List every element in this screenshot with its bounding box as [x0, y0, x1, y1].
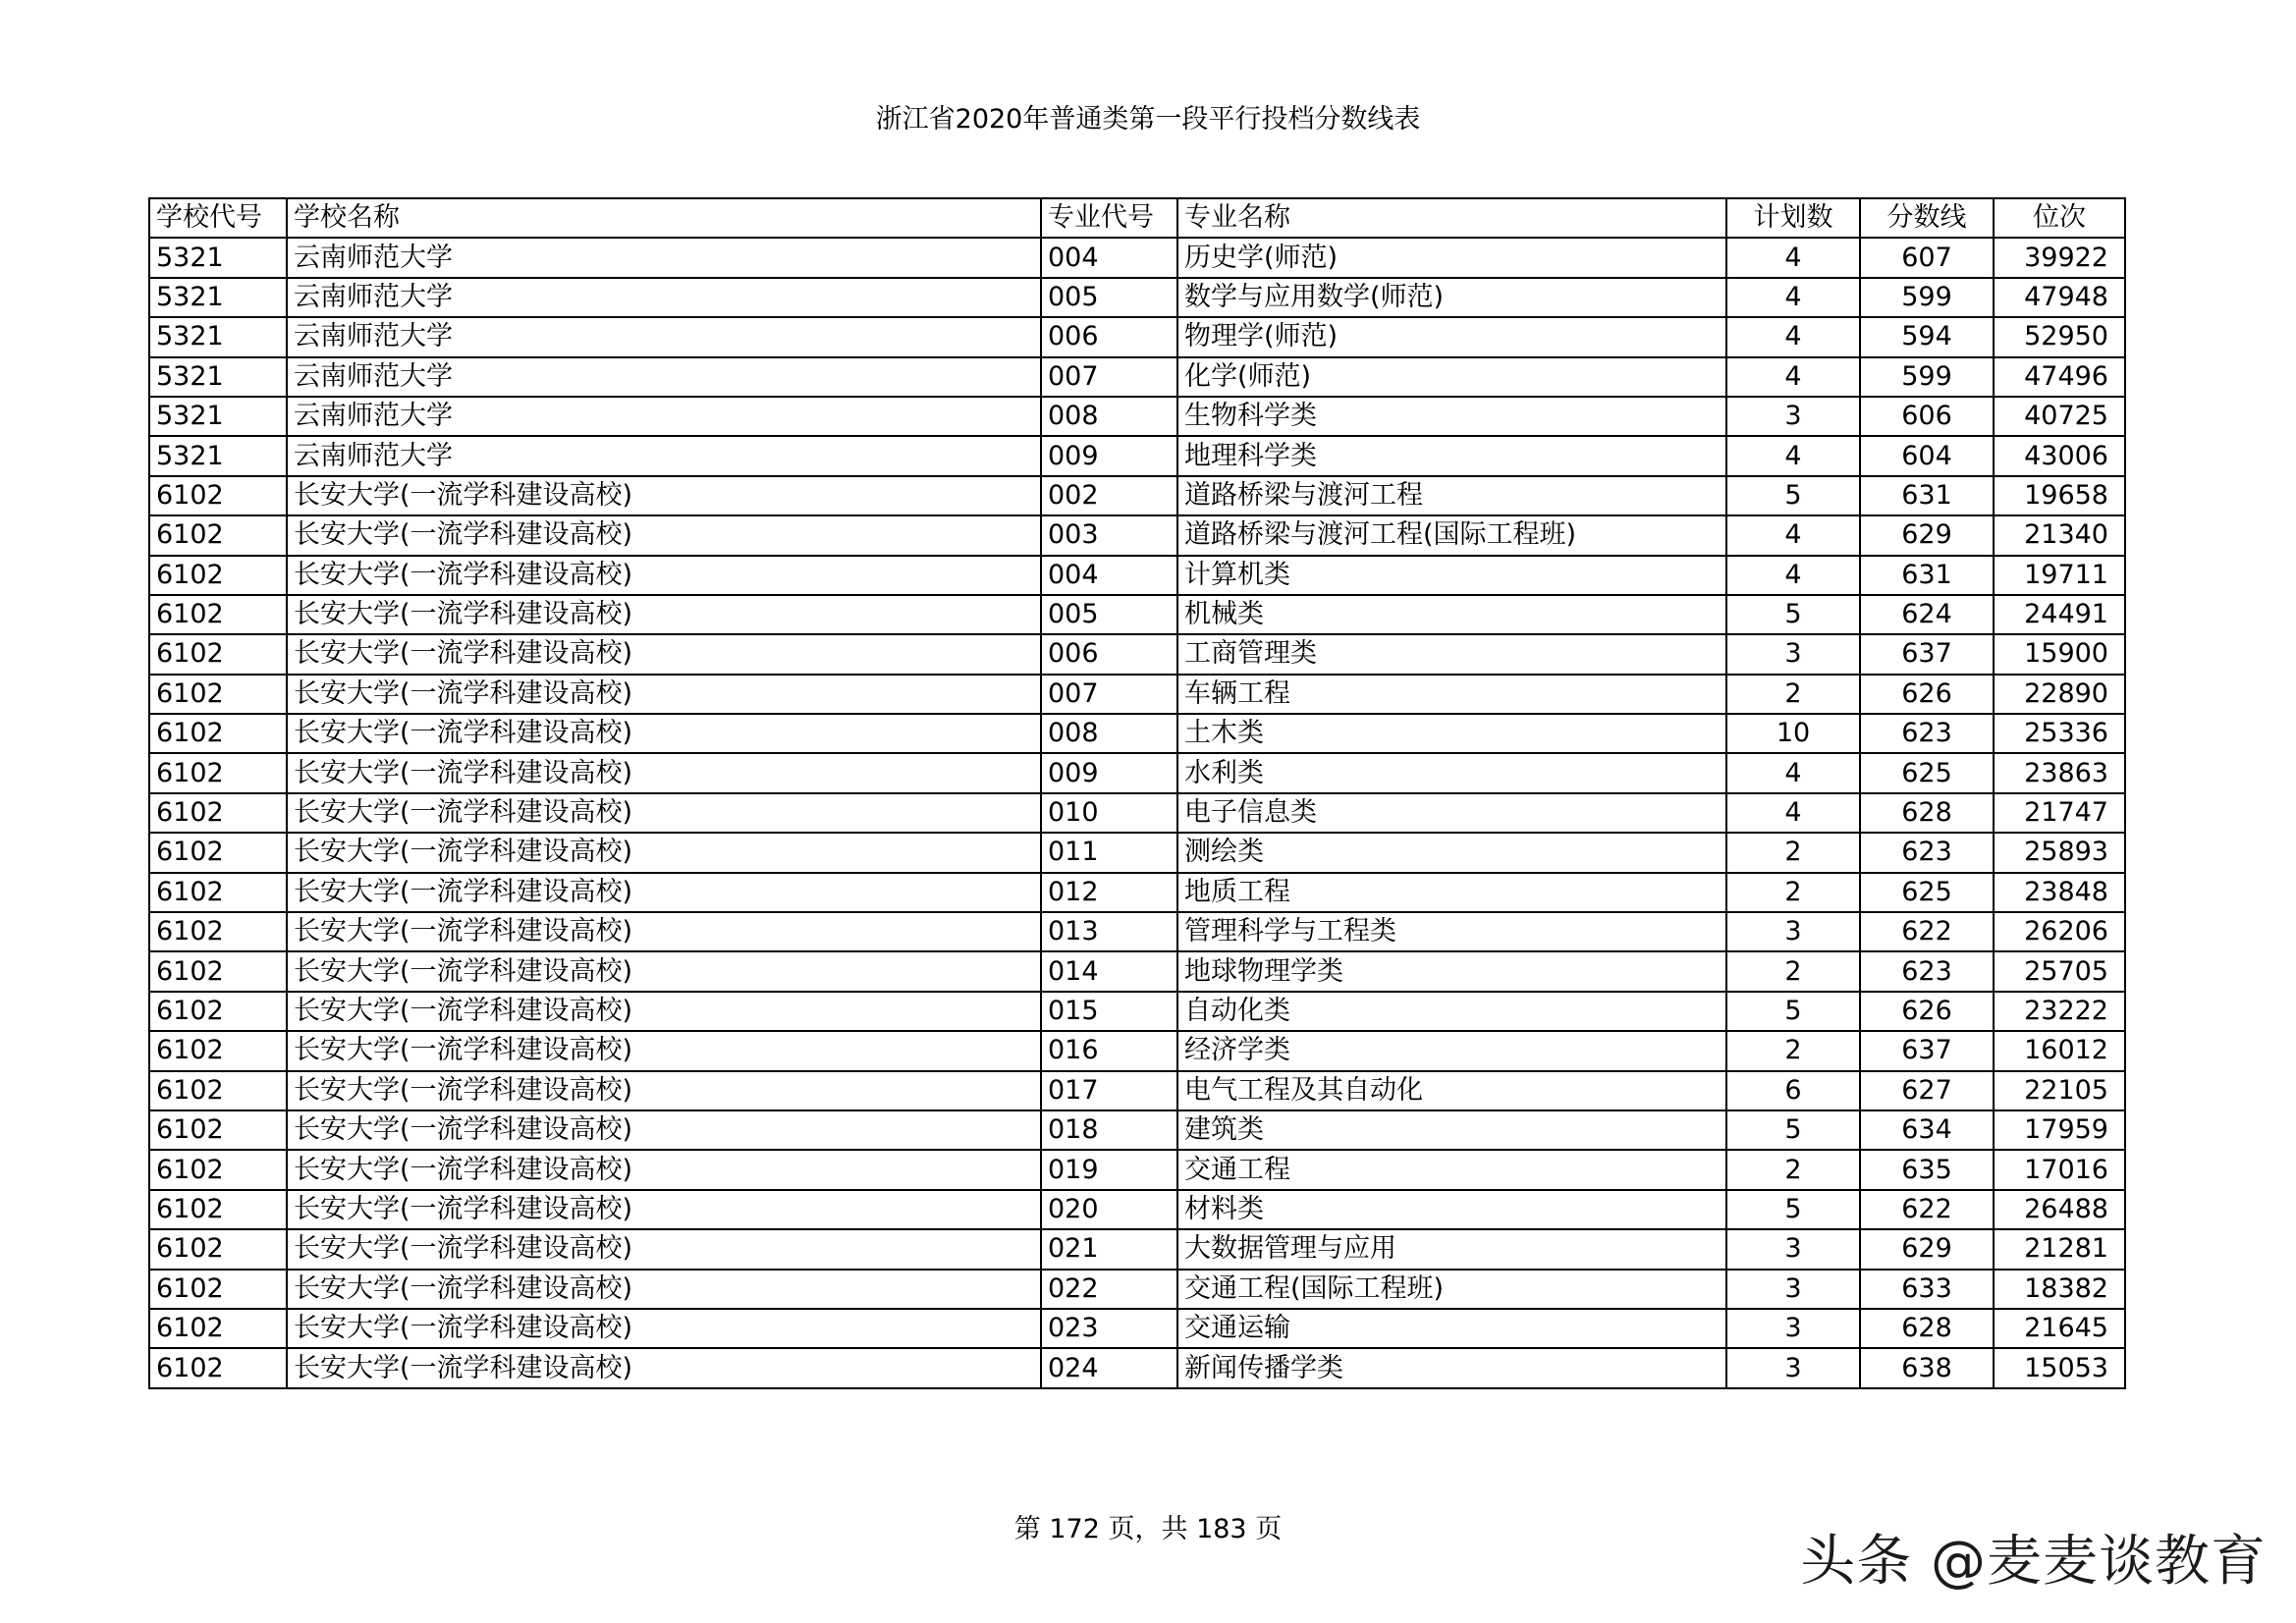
- cell-school-code: 5321: [149, 357, 287, 397]
- cell-score: 637: [1860, 1031, 1994, 1070]
- cell-plan: 3: [1726, 397, 1860, 436]
- cell-school-code: 6102: [149, 1031, 287, 1070]
- table-row: [149, 873, 2125, 912]
- cell-rank: 25893: [1994, 833, 2125, 872]
- cell-score: 623: [1860, 714, 1994, 753]
- cell-major-code: 018: [1041, 1110, 1177, 1150]
- cell-school-name: 长安大学(一流学科建设高校): [287, 1309, 1041, 1348]
- cell-major-name: 经济学类: [1177, 1031, 1726, 1070]
- cell-major-name: 生物科学类: [1177, 397, 1726, 436]
- cell-school-code: 6102: [149, 1309, 287, 1348]
- cell-major-name: 大数据管理与应用: [1177, 1229, 1726, 1269]
- cell-school-code: 6102: [149, 951, 287, 991]
- cell-rank: 40725: [1994, 397, 2125, 436]
- cell-score: 629: [1860, 1229, 1994, 1269]
- cell-rank: 21281: [1994, 1229, 2125, 1269]
- cell-major-name: 物理学(师范): [1177, 317, 1726, 356]
- cell-major-name: 水利类: [1177, 753, 1726, 792]
- cell-school-name: 长安大学(一流学科建设高校): [287, 675, 1041, 714]
- cell-plan: 5: [1726, 595, 1860, 634]
- cell-school-code: 6102: [149, 873, 287, 912]
- table-row: [149, 714, 2125, 753]
- cell-school-name: 长安大学(一流学科建设高校): [287, 1270, 1041, 1309]
- table-row: [149, 912, 2125, 951]
- cell-plan: 4: [1726, 556, 1860, 595]
- cell-rank: 25705: [1994, 951, 2125, 991]
- cell-school-code: 5321: [149, 397, 287, 436]
- cell-major-code: 002: [1041, 476, 1177, 515]
- cell-plan: 4: [1726, 238, 1860, 277]
- cell-rank: 18382: [1994, 1270, 2125, 1309]
- cell-plan: 3: [1726, 912, 1860, 951]
- cell-school-name: 长安大学(一流学科建设高校): [287, 873, 1041, 912]
- table-row: [149, 1190, 2125, 1229]
- cell-school-name: 长安大学(一流学科建设高校): [287, 1031, 1041, 1070]
- cell-rank: 17016: [1994, 1150, 2125, 1189]
- cell-school-code: 6102: [149, 675, 287, 714]
- header-major-name: 专业名称: [1177, 198, 1726, 238]
- cell-major-name: 测绘类: [1177, 833, 1726, 872]
- cell-major-name: 道路桥梁与渡河工程: [1177, 476, 1726, 515]
- cell-plan: 4: [1726, 278, 1860, 317]
- cell-major-code: 006: [1041, 634, 1177, 674]
- cell-major-name: 历史学(师范): [1177, 238, 1726, 277]
- cell-rank: 21645: [1994, 1309, 2125, 1348]
- cell-major-name: 交通工程(国际工程班): [1177, 1270, 1726, 1309]
- cell-major-code: 009: [1041, 753, 1177, 792]
- cell-major-code: 006: [1041, 317, 1177, 356]
- table-row: [149, 1309, 2125, 1348]
- cell-school-code: 6102: [149, 1150, 287, 1189]
- cell-plan: 2: [1726, 833, 1860, 872]
- cell-school-code: 6102: [149, 1110, 287, 1150]
- cell-school-code: 5321: [149, 436, 287, 475]
- cell-school-name: 长安大学(一流学科建设高校): [287, 1071, 1041, 1110]
- cell-score: 622: [1860, 1190, 1994, 1229]
- cell-score: 607: [1860, 238, 1994, 277]
- cell-major-code: 008: [1041, 397, 1177, 436]
- cell-major-code: 010: [1041, 793, 1177, 833]
- cell-major-name: 工商管理类: [1177, 634, 1726, 674]
- cell-plan: 4: [1726, 793, 1860, 833]
- page-number: 第 172 页，共 183 页: [1013, 1514, 1283, 1544]
- cell-score: 628: [1860, 1309, 1994, 1348]
- cell-major-code: 008: [1041, 714, 1177, 753]
- cell-rank: 47948: [1994, 278, 2125, 317]
- cell-score: 627: [1860, 1071, 1994, 1110]
- cell-school-name: 云南师范大学: [287, 357, 1041, 397]
- cell-major-code: 007: [1041, 675, 1177, 714]
- cell-school-code: 6102: [149, 634, 287, 674]
- cell-school-code: 6102: [149, 556, 287, 595]
- cell-school-name: 长安大学(一流学科建设高校): [287, 793, 1041, 833]
- table-row: [149, 1110, 2125, 1150]
- cell-school-name: 长安大学(一流学科建设高校): [287, 1229, 1041, 1269]
- table-row: [149, 515, 2125, 555]
- cell-school-code: 6102: [149, 714, 287, 753]
- cell-school-name: 长安大学(一流学科建设高校): [287, 1110, 1041, 1150]
- header-major-code: 专业代号: [1041, 198, 1177, 238]
- cell-rank: 22105: [1994, 1071, 2125, 1110]
- cell-school-name: 云南师范大学: [287, 397, 1041, 436]
- header-rank: 位次: [1994, 198, 2125, 238]
- table-row: [149, 357, 2125, 397]
- header-school-name: 学校名称: [287, 198, 1041, 238]
- cell-rank: 21747: [1994, 793, 2125, 833]
- cell-major-code: 005: [1041, 278, 1177, 317]
- cell-plan: 4: [1726, 753, 1860, 792]
- cell-school-name: 长安大学(一流学科建设高校): [287, 595, 1041, 634]
- table-row: [149, 793, 2125, 833]
- cell-major-name: 化学(师范): [1177, 357, 1726, 397]
- table-header-row: [149, 198, 2125, 238]
- header-plan: 计划数: [1726, 198, 1860, 238]
- cell-major-code: 004: [1041, 556, 1177, 595]
- table-row: [149, 1348, 2125, 1387]
- cell-major-name: 车辆工程: [1177, 675, 1726, 714]
- cell-major-code: 004: [1041, 238, 1177, 277]
- cell-rank: 39922: [1994, 238, 2125, 277]
- cell-school-name: 长安大学(一流学科建设高校): [287, 556, 1041, 595]
- table-row: [149, 833, 2125, 872]
- header-school-code: 学校代号: [149, 198, 287, 238]
- cell-plan: 2: [1726, 675, 1860, 714]
- cell-major-code: 013: [1041, 912, 1177, 951]
- cell-score: 631: [1860, 556, 1994, 595]
- cell-school-name: 云南师范大学: [287, 278, 1041, 317]
- cell-major-code: 009: [1041, 436, 1177, 475]
- cell-plan: 3: [1726, 1348, 1860, 1387]
- cell-major-name: 地理科学类: [1177, 436, 1726, 475]
- cell-school-code: 6102: [149, 793, 287, 833]
- page-title: 浙江省2020年普通类第一段平行投档分数线表: [875, 104, 1421, 135]
- cell-score: 626: [1860, 992, 1994, 1031]
- cell-school-name: 长安大学(一流学科建设高校): [287, 515, 1041, 555]
- cell-major-name: 材料类: [1177, 1190, 1726, 1229]
- cell-school-name: 云南师范大学: [287, 317, 1041, 356]
- cell-score: 629: [1860, 515, 1994, 555]
- table-row: [149, 1270, 2125, 1309]
- cell-school-name: 长安大学(一流学科建设高校): [287, 1348, 1041, 1387]
- cell-rank: 23863: [1994, 753, 2125, 792]
- cell-score: 625: [1860, 753, 1994, 792]
- table-row: [149, 675, 2125, 714]
- cell-score: 628: [1860, 793, 1994, 833]
- table-row: [149, 595, 2125, 634]
- cell-school-code: 6102: [149, 833, 287, 872]
- cell-plan: 3: [1726, 1229, 1860, 1269]
- cell-plan: 6: [1726, 1071, 1860, 1110]
- cell-school-name: 云南师范大学: [287, 238, 1041, 277]
- cell-school-code: 6102: [149, 992, 287, 1031]
- cell-school-code: 6102: [149, 515, 287, 555]
- table-row: [149, 1071, 2125, 1110]
- cell-major-name: 地质工程: [1177, 873, 1726, 912]
- cell-major-name: 交通运输: [1177, 1309, 1726, 1348]
- cell-school-code: 5321: [149, 317, 287, 356]
- cell-school-code: 6102: [149, 1071, 287, 1110]
- cell-school-name: 长安大学(一流学科建设高校): [287, 912, 1041, 951]
- cell-plan: 4: [1726, 515, 1860, 555]
- cell-major-name: 管理科学与工程类: [1177, 912, 1726, 951]
- table-row: [149, 397, 2125, 436]
- cell-score: 623: [1860, 951, 1994, 991]
- cell-rank: 17959: [1994, 1110, 2125, 1150]
- cell-major-code: 015: [1041, 992, 1177, 1031]
- cell-major-code: 011: [1041, 833, 1177, 872]
- cell-school-code: 6102: [149, 912, 287, 951]
- cell-rank: 23222: [1994, 992, 2125, 1031]
- cell-school-name: 长安大学(一流学科建设高校): [287, 476, 1041, 515]
- table-row: [149, 753, 2125, 792]
- cell-plan: 3: [1726, 634, 1860, 674]
- cell-score: 599: [1860, 278, 1994, 317]
- cell-major-code: 007: [1041, 357, 1177, 397]
- cell-plan: 5: [1726, 476, 1860, 515]
- header-score: 分数线: [1860, 198, 1994, 238]
- cell-score: 606: [1860, 397, 1994, 436]
- cell-plan: 10: [1726, 714, 1860, 753]
- table-row: [149, 278, 2125, 317]
- cell-major-name: 机械类: [1177, 595, 1726, 634]
- cell-rank: 26488: [1994, 1190, 2125, 1229]
- cell-score: 634: [1860, 1110, 1994, 1150]
- cell-school-code: 5321: [149, 238, 287, 277]
- cell-school-name: 长安大学(一流学科建设高校): [287, 1150, 1041, 1189]
- cell-school-name: 长安大学(一流学科建设高校): [287, 714, 1041, 753]
- cell-school-code: 6102: [149, 595, 287, 634]
- cell-rank: 26206: [1994, 912, 2125, 951]
- cell-major-code: 012: [1041, 873, 1177, 912]
- cell-rank: 47496: [1994, 357, 2125, 397]
- cell-plan: 5: [1726, 992, 1860, 1031]
- cell-rank: 21340: [1994, 515, 2125, 555]
- table-row: [149, 992, 2125, 1031]
- cell-score: 599: [1860, 357, 1994, 397]
- cell-major-name: 数学与应用数学(师范): [1177, 278, 1726, 317]
- cell-score: 594: [1860, 317, 1994, 356]
- cell-plan: 4: [1726, 317, 1860, 356]
- cell-major-name: 土木类: [1177, 714, 1726, 753]
- cell-plan: 4: [1726, 436, 1860, 475]
- cell-plan: 5: [1726, 1190, 1860, 1229]
- cell-major-name: 新闻传播学类: [1177, 1348, 1726, 1387]
- cell-rank: 23848: [1994, 873, 2125, 912]
- cell-plan: 4: [1726, 357, 1860, 397]
- cell-major-name: 道路桥梁与渡河工程(国际工程班): [1177, 515, 1726, 555]
- cell-rank: 22890: [1994, 675, 2125, 714]
- cell-school-name: 长安大学(一流学科建设高校): [287, 951, 1041, 991]
- table-row: [149, 476, 2125, 515]
- cell-school-name: 长安大学(一流学科建设高校): [287, 833, 1041, 872]
- cell-rank: 52950: [1994, 317, 2125, 356]
- cell-school-name: 长安大学(一流学科建设高校): [287, 992, 1041, 1031]
- cell-major-name: 交通工程: [1177, 1150, 1726, 1189]
- table-row: [149, 951, 2125, 991]
- cell-major-code: 021: [1041, 1229, 1177, 1269]
- cell-major-code: 017: [1041, 1071, 1177, 1110]
- watermark: 头条 @麦麦谈教育: [1800, 1530, 2267, 1594]
- cell-rank: 16012: [1994, 1031, 2125, 1070]
- table-row: [149, 317, 2125, 356]
- cell-rank: 43006: [1994, 436, 2125, 475]
- table-row: [149, 556, 2125, 595]
- table-row: [149, 238, 2125, 277]
- cell-rank: 25336: [1994, 714, 2125, 753]
- table-row: [149, 1031, 2125, 1070]
- cell-major-code: 005: [1041, 595, 1177, 634]
- cell-school-code: 6102: [149, 1229, 287, 1269]
- cell-school-name: 长安大学(一流学科建设高校): [287, 634, 1041, 674]
- table-row: [149, 1229, 2125, 1269]
- cell-major-code: 016: [1041, 1031, 1177, 1070]
- cell-score: 638: [1860, 1348, 1994, 1387]
- cell-score: 637: [1860, 634, 1994, 674]
- cell-major-code: 023: [1041, 1309, 1177, 1348]
- cell-major-name: 地球物理学类: [1177, 951, 1726, 991]
- cell-major-name: 建筑类: [1177, 1110, 1726, 1150]
- table-body: [149, 238, 2125, 1387]
- cell-plan: 3: [1726, 1309, 1860, 1348]
- cell-score: 625: [1860, 873, 1994, 912]
- cell-school-code: 6102: [149, 476, 287, 515]
- cell-major-name: 自动化类: [1177, 992, 1726, 1031]
- cell-plan: 5: [1726, 1110, 1860, 1150]
- cell-score: 622: [1860, 912, 1994, 951]
- cell-plan: 3: [1726, 1270, 1860, 1309]
- cell-major-code: 003: [1041, 515, 1177, 555]
- table-row: [149, 1150, 2125, 1189]
- cell-school-code: 6102: [149, 753, 287, 792]
- cell-major-name: 电气工程及其自动化: [1177, 1071, 1726, 1110]
- cell-score: 624: [1860, 595, 1994, 634]
- score-table: [148, 197, 2126, 1389]
- cell-rank: 19658: [1994, 476, 2125, 515]
- cell-school-name: 云南师范大学: [287, 436, 1041, 475]
- cell-major-code: 019: [1041, 1150, 1177, 1189]
- cell-score: 635: [1860, 1150, 1994, 1189]
- cell-major-name: 电子信息类: [1177, 793, 1726, 833]
- cell-school-name: 长安大学(一流学科建设高校): [287, 1190, 1041, 1229]
- cell-rank: 19711: [1994, 556, 2125, 595]
- cell-school-code: 5321: [149, 278, 287, 317]
- cell-school-code: 6102: [149, 1348, 287, 1387]
- cell-plan: 2: [1726, 1150, 1860, 1189]
- cell-rank: 24491: [1994, 595, 2125, 634]
- cell-school-code: 6102: [149, 1270, 287, 1309]
- cell-school-name: 长安大学(一流学科建设高校): [287, 753, 1041, 792]
- cell-plan: 2: [1726, 951, 1860, 991]
- cell-plan: 2: [1726, 873, 1860, 912]
- cell-score: 631: [1860, 476, 1994, 515]
- cell-major-code: 020: [1041, 1190, 1177, 1229]
- cell-school-code: 6102: [149, 1190, 287, 1229]
- cell-major-code: 014: [1041, 951, 1177, 991]
- cell-score: 626: [1860, 675, 1994, 714]
- cell-score: 633: [1860, 1270, 1994, 1309]
- cell-rank: 15900: [1994, 634, 2125, 674]
- cell-score: 604: [1860, 436, 1994, 475]
- cell-rank: 15053: [1994, 1348, 2125, 1387]
- cell-score: 623: [1860, 833, 1994, 872]
- cell-major-name: 计算机类: [1177, 556, 1726, 595]
- cell-major-code: 024: [1041, 1348, 1177, 1387]
- cell-major-code: 022: [1041, 1270, 1177, 1309]
- cell-plan: 2: [1726, 1031, 1860, 1070]
- table-row: [149, 634, 2125, 674]
- table-row: [149, 436, 2125, 475]
